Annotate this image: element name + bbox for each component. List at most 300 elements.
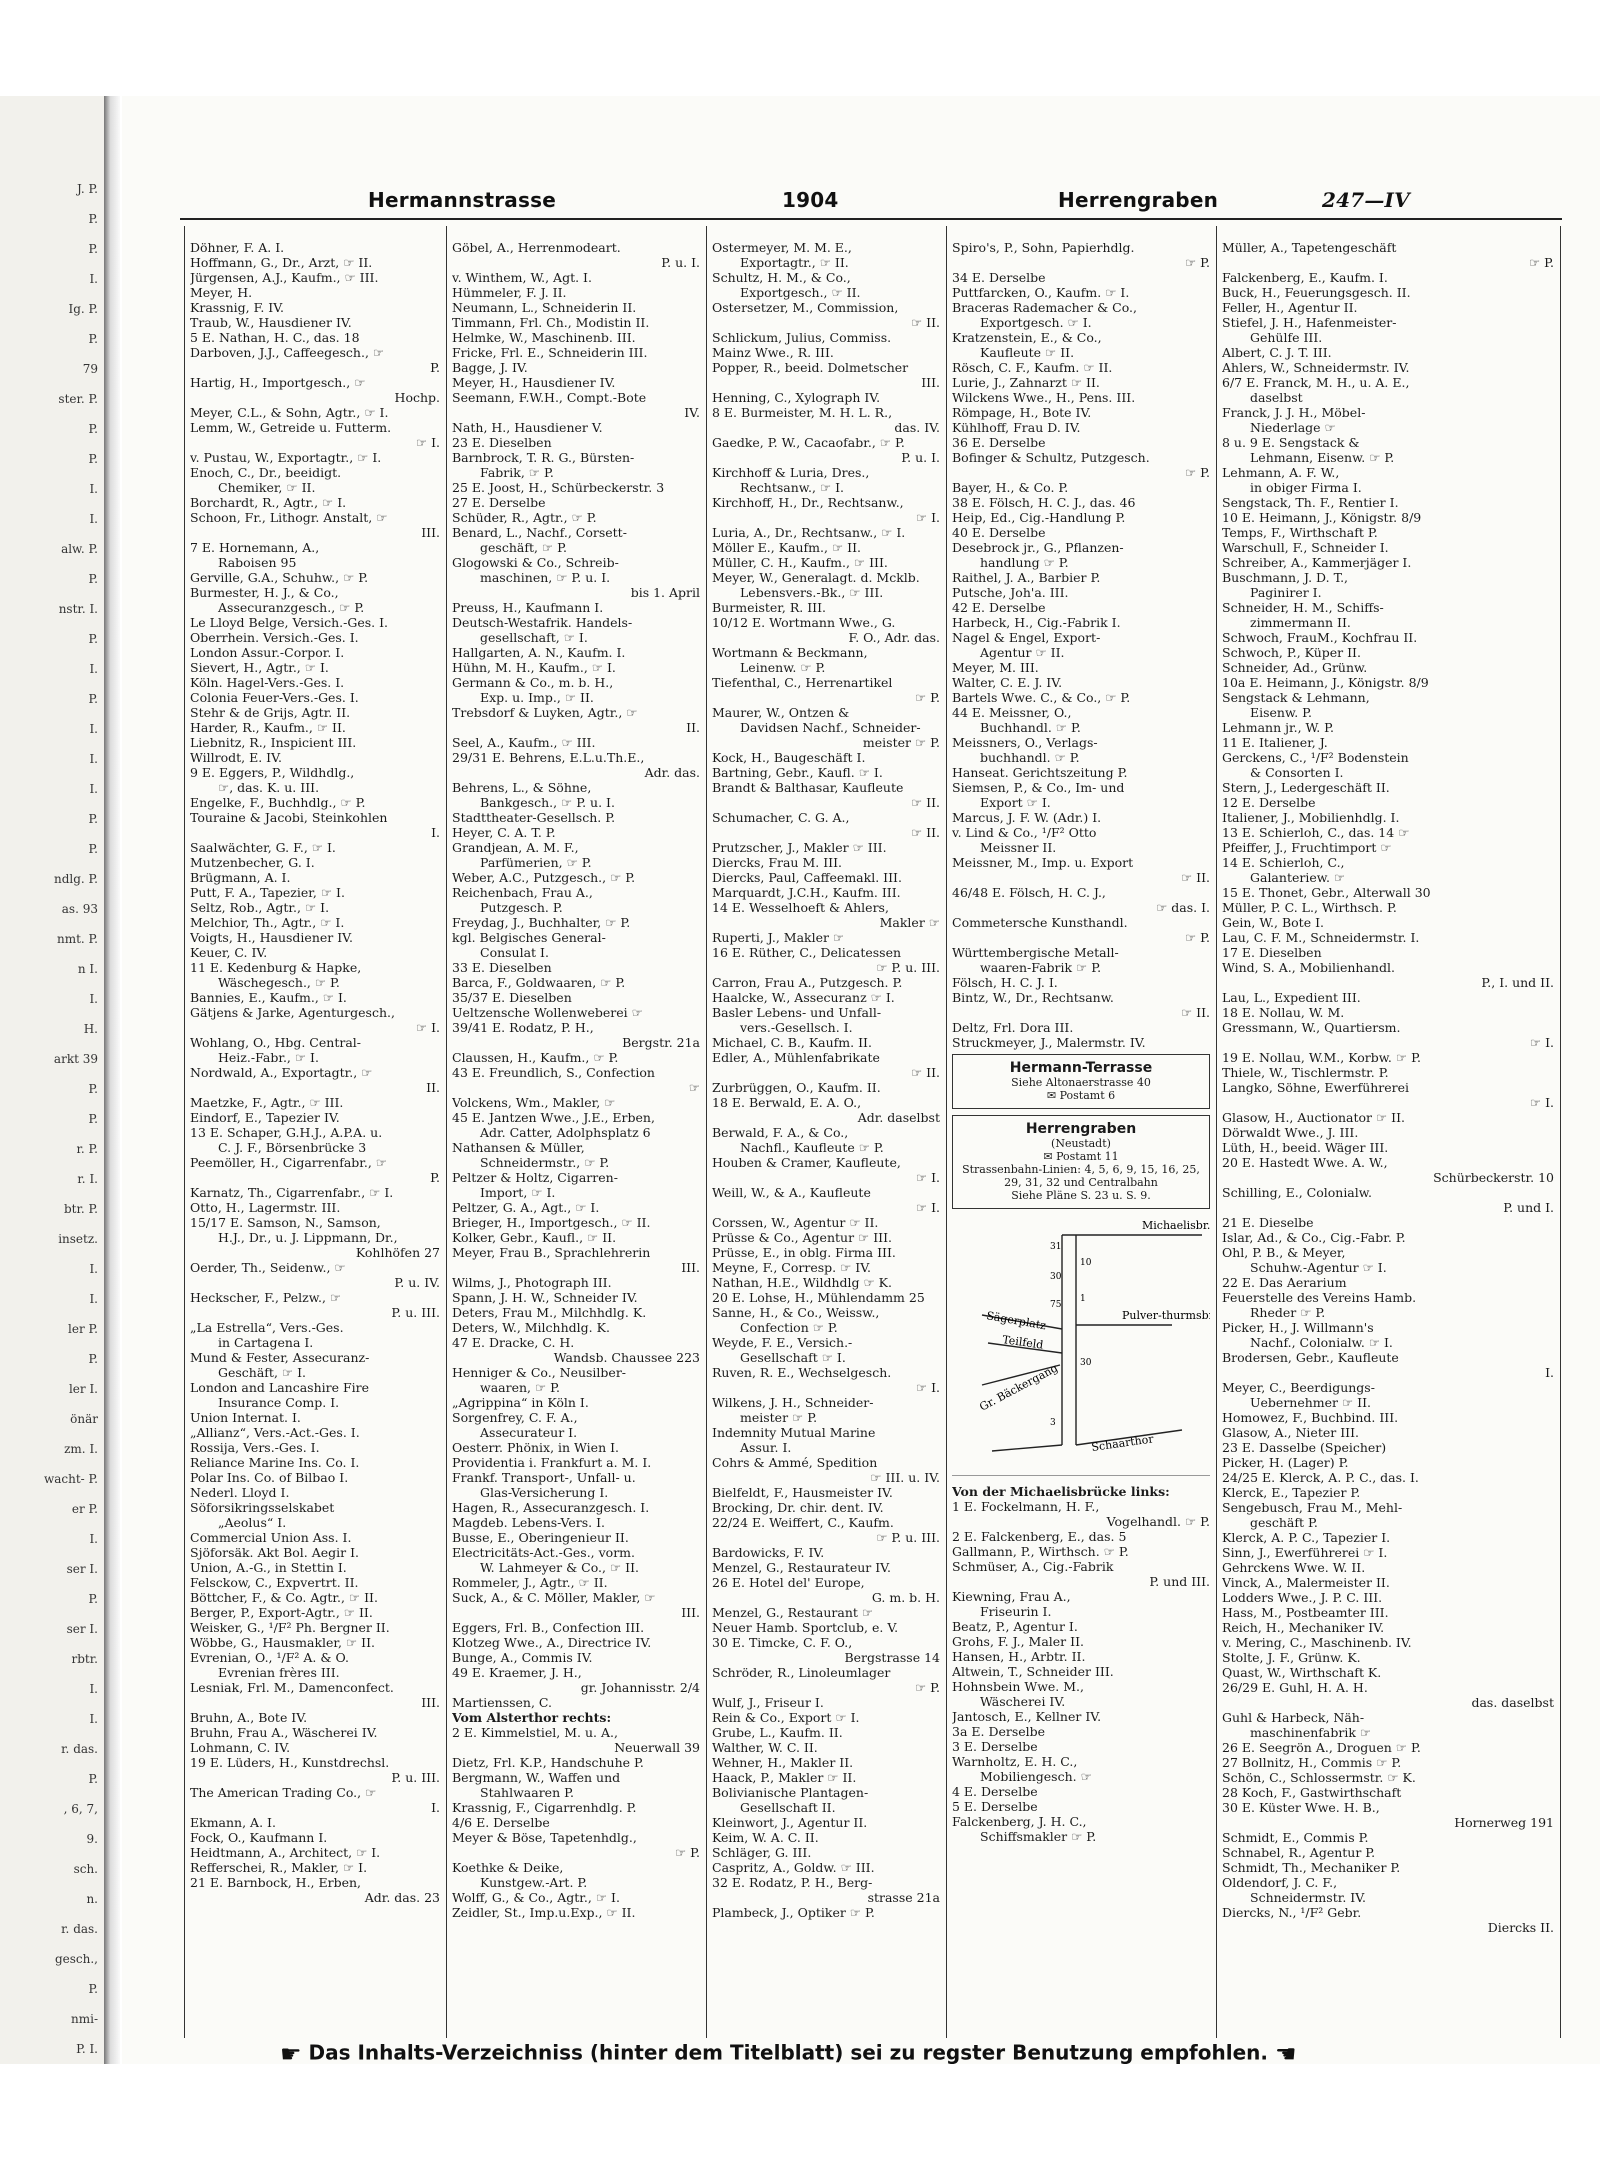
directory-entry: 4 E. Derselbe <box>952 1784 1038 1799</box>
directory-entry: Burmeister, R. III. <box>712 600 826 615</box>
directory-entry: ☞ II. <box>1180 870 1210 885</box>
directory-entry: 16 E. Rüther, C., Delicatessen <box>712 945 902 960</box>
directory-entry: Busse, E., Oberingenieur II. <box>452 1530 629 1545</box>
directory-column-4 <box>952 240 1210 1844</box>
directory-entry: Albert, C. J. T. III. <box>1222 345 1332 360</box>
directory-entry: F. O., Adr. das. <box>848 630 940 645</box>
directory-entry: 30 E. Timcke, C. F. O., <box>712 1635 853 1650</box>
directory-entry: Evrenian frères III. <box>218 1665 340 1680</box>
directory-entry: Thiele, W., Tischlermstr. P. <box>1222 1065 1389 1080</box>
directory-entry: Temps, F., Wirthschaft P. <box>1222 525 1378 540</box>
column-rule <box>1216 226 1217 2038</box>
directory-entry: ☞ P. <box>1528 255 1554 270</box>
directory-entry: III. <box>681 1260 700 1275</box>
prev-page-fragment: insetz. <box>58 1232 98 1246</box>
directory-entry: gesellschaft, ☞ I. <box>480 630 588 645</box>
directory-entry: Schiffsmakler ☞ P. <box>980 1829 1097 1844</box>
directory-entry: 11 E. Kedenburg & Hapke, <box>190 960 362 975</box>
directory-entry: Vinck, A., Malermeister II. <box>1222 1575 1390 1590</box>
directory-entry: Michael, C. B., Kaufm. II. <box>712 1035 872 1050</box>
directory-entry: Putsche, Joh'a. III. <box>952 585 1069 600</box>
directory-entry: Meissners, O., Verlags- <box>952 735 1098 750</box>
directory-entry: P. u. I. <box>901 450 940 465</box>
directory-entry: Nachf., Colonialw. ☞ I. <box>1250 1335 1393 1350</box>
directory-entry: Haack, P., Makler ☞ II. <box>712 1770 857 1785</box>
directory-entry: Glasow, H., Auctionator ☞ II. <box>1222 1110 1406 1125</box>
directory-entry: Schilling, E., Colonialw. <box>1222 1185 1372 1200</box>
directory-entry: Meyer, H. <box>190 285 253 300</box>
directory-entry: Sinn, J., Ewerführerei ☞ I. <box>1222 1545 1388 1560</box>
directory-entry: Benard, L., Nachf., Corsett- <box>452 525 627 540</box>
directory-entry: Schmüser, A., Cig.-Fabrik <box>952 1559 1114 1574</box>
directory-entry: Diercks, Paul, Caffeemakl. III. <box>712 870 902 885</box>
directory-entry: Uebernehmer ☞ II. <box>1250 1395 1372 1410</box>
directory-entry: Prutzscher, J., Makler ☞ III. <box>712 840 887 855</box>
directory-entry: Insurance Comp. I. <box>218 1395 340 1410</box>
book-gutter <box>104 96 120 2064</box>
directory-entry: Freydag, J., Buchhalter, ☞ P. <box>452 915 631 930</box>
directory-entry: 30 E. Küster Wwe. H. B., <box>1222 1800 1380 1815</box>
prev-page-fragment: sch. <box>73 1862 98 1876</box>
prev-page-fragment: er P. <box>71 1502 98 1516</box>
prev-page-fragment: P. <box>88 1982 98 1996</box>
directory-entry: Plambeck, J., Optiker ☞ P. <box>712 1905 875 1920</box>
directory-entry: meister ☞ P. <box>862 735 940 750</box>
street-map-drawing <box>952 1215 1210 1475</box>
directory-entry: Germann & Co., m. b. H., <box>452 675 614 690</box>
directory-entry: Brocking, Dr. chir. dent. IV. <box>712 1500 884 1515</box>
directory-entry: Reichenbach, Frau A., <box>452 885 593 900</box>
directory-entry: ☞ I. <box>1529 1095 1554 1110</box>
directory-entry: Adr. daselbst <box>857 1110 940 1125</box>
directory-entry: 32 E. Rodatz, P. H., Berg- <box>712 1875 873 1890</box>
directory-entry: Quast, W., Wirthschaft K. <box>1222 1665 1382 1680</box>
directory-entry: W. Lahmeyer & Co., ☞ II. <box>480 1560 639 1575</box>
directory-entry: Henning, C., Xylograph IV. <box>712 390 881 405</box>
directory-entry: Buchhandl. ☞ P. <box>980 720 1081 735</box>
herrengraben-plans: Siehe Pläne S. 23 u. S. 9. <box>1011 1189 1151 1202</box>
directory-entry: v. Pustau, W., Exportagtr., ☞ I. <box>190 450 382 465</box>
directory-entry: Sengstack & Lehmann, <box>1222 690 1370 705</box>
directory-entry: Hoffmann, G., Dr., Arzt, ☞ II. <box>190 255 373 270</box>
prev-page-fragment: I. <box>89 512 98 526</box>
directory-entry: 17 E. Dieselben <box>1222 945 1322 960</box>
directory-entry: 2 E. Falckenberg, E., das. 5 <box>952 1529 1127 1544</box>
directory-entry: Gressmann, W., Quartiersm. <box>1222 1020 1401 1035</box>
directory-entry: Kleinwort, J., Agentur II. <box>712 1815 868 1830</box>
directory-entry: Wulf, J., Friseur I. <box>712 1695 824 1710</box>
directory-entry: Oberrhein. Versich.-Ges. I. <box>190 630 359 645</box>
prev-page-fragment: wacht- P. <box>43 1472 98 1486</box>
directory-entry: Lurie, J., Zahnarzt ☞ II. <box>952 375 1100 390</box>
directory-entry: Puttfarcken, O., Kaufm. ☞ I. <box>952 285 1130 300</box>
directory-entry: ☞ P. u. III. <box>876 1530 940 1545</box>
directory-entry: Lodders Wwe., J. P. C. III. <box>1222 1590 1383 1605</box>
directory-entry: P. u. I. <box>661 255 700 270</box>
directory-entry: Schneidermstr. IV. <box>1250 1890 1367 1905</box>
directory-entry: Wilkens, J. H., Schneider- <box>712 1395 874 1410</box>
directory-entry: Schuhw.-Agentur ☞ I. <box>1250 1260 1387 1275</box>
directory-entry: Peltzer & Holtz, Cigarren- <box>452 1170 618 1185</box>
directory-entry: Behrens, L., & Söhne, <box>452 780 592 795</box>
directory-entry: ☞ P. <box>914 1680 940 1695</box>
directory-entry: Friseurin I. <box>980 1604 1052 1619</box>
directory-entry: Helmke, W., Maschinenb. III. <box>452 330 636 345</box>
directory-entry: 20 E. Lohse, H., Mühlendamm 25 <box>712 1290 925 1305</box>
prev-page-fragment: 9. <box>86 1832 98 1846</box>
directory-entry: ☞ I. <box>415 435 440 450</box>
directory-entry: Adr. das. <box>644 765 700 780</box>
directory-entry: ☞ P. u. III. <box>876 960 940 975</box>
directory-entry: Schwoch, FrauM., Kochfrau II. <box>1222 630 1418 645</box>
directory-entry: Bolivianische Plantagen- <box>712 1785 869 1800</box>
directory-entry: 28 Koch, F., Gastwirthschaft <box>1222 1785 1402 1800</box>
directory-entry: Gätjens & Jarke, Agenturgesch., <box>190 1005 395 1020</box>
directory-entry: Heiz.-Fabr., ☞ I. <box>218 1050 319 1065</box>
directory-entry: Ueltzensche Wollenweberei ☞ <box>452 1005 643 1020</box>
directory-entry: kgl. Belgisches General- <box>452 930 606 945</box>
directory-entry: I. <box>1545 1365 1554 1380</box>
herrengraben-postamt: ✉ Postamt 11 <box>1043 1150 1119 1163</box>
directory-entry: Siemsen, P., & Co., Im- und <box>952 780 1125 795</box>
directory-entry: „Aeolus“ I. <box>218 1515 287 1530</box>
street-map <box>952 1215 1210 1476</box>
hermann-terrasse-box <box>952 1054 1210 1109</box>
directory-entry: Hanseat. Gerichtszeitung P. <box>952 765 1128 780</box>
directory-entry: 18 E. Nollau, W. M. <box>1222 1005 1345 1020</box>
directory-entry: Brodersen, Gebr., Kaufleute <box>1222 1350 1399 1365</box>
directory-entry: Nath, H., Hausdiener V. <box>452 420 603 435</box>
directory-entry: 33 E. Dieselben <box>452 960 552 975</box>
directory-entry: maschinenfabrik ☞ <box>1250 1725 1372 1740</box>
directory-entry: Klotzeg Wwe., A., Directrice IV. <box>452 1635 652 1650</box>
map-number: 3 <box>1050 1418 1056 1428</box>
prev-page-fragment: nmi- <box>71 2012 98 2026</box>
directory-entry: Assur. I. <box>740 1440 792 1455</box>
prev-page-fragment: P. <box>88 692 98 706</box>
directory-entry: P. und III. <box>1149 1574 1210 1589</box>
directory-entry: Bannies, E., Kaufm., ☞ I. <box>190 990 347 1005</box>
directory-entry: Deutsch-Westafrik. Handels- <box>452 615 633 630</box>
directory-entry: Fabrik, ☞ P. <box>480 465 554 480</box>
directory-entry: 10 E. Heimann, J., Königstr. 8/9 <box>1222 510 1422 525</box>
directory-entry: Meyer, H., Hausdiener IV. <box>452 375 616 390</box>
directory-entry: 18 E. Berwald, E. A. O., <box>712 1095 862 1110</box>
directory-entry: Willrodt, E. IV. <box>190 750 282 765</box>
prev-page-fragment: I. <box>89 782 98 796</box>
prev-page-fragment: as. 93 <box>61 902 98 916</box>
directory-entry: Rommeler, J., Agtr., ☞ II. <box>452 1575 608 1590</box>
directory-entry: Jürgensen, A.J., Kaufm., ☞ III. <box>190 270 379 285</box>
directory-entry: Langko, Söhne, Ewerführerei <box>1222 1080 1410 1095</box>
prev-page-fragment: I. <box>89 1532 98 1546</box>
directory-entry: geschäft P. <box>1250 1515 1318 1530</box>
directory-entry: Wohlang, O., Hbg. Central- <box>190 1035 361 1050</box>
directory-entry: Makler ☞ <box>879 915 940 930</box>
directory-entry: Lesniak, Frl. M., Damenconfect. <box>190 1680 394 1695</box>
directory-entry: Enoch, C., Dr., beeidigt. <box>190 465 342 480</box>
directory-entry: Wehner, H., Makler II. <box>712 1755 854 1770</box>
prev-page-fragment: I. <box>89 272 98 286</box>
directory-entry: Bergstrasse 14 <box>844 1650 940 1665</box>
directory-entry: gr. Johannisstr. 2/4 <box>580 1680 700 1695</box>
directory-entry: Meyer & Böse, Tapetenhdlg., <box>452 1830 637 1845</box>
directory-entry: das. IV. <box>894 420 940 435</box>
prev-page-fragment: 79 <box>82 362 98 376</box>
directory-entry: 21 E. Barnbock, H., Erben, <box>190 1875 362 1890</box>
directory-entry: maschinen, ☞ P. u. I. <box>480 570 611 585</box>
directory-entry: Beatz, P., Agentur I. <box>952 1619 1078 1634</box>
directory-entry: P. u. III. <box>391 1305 440 1320</box>
directory-entry: 3 E. Derselbe <box>952 1739 1038 1754</box>
directory-entry: v. Mering, C., Maschinenb. IV. <box>1222 1635 1412 1650</box>
directory-entry: Schläger, G. III. <box>712 1845 812 1860</box>
directory-entry: Wöbbe, G., Hausmakler, ☞ II. <box>190 1635 376 1650</box>
directory-entry: ☞ das. I. <box>1156 900 1210 915</box>
directory-entry: Hagen, R., Assecuranzgesch. I. <box>452 1500 650 1515</box>
directory-entry: Commetersche Kunsthandl. <box>952 915 1128 930</box>
directory-entry: Glogowski & Co., Schreib- <box>452 555 619 570</box>
directory-entry: Touraine & Jacobi, Steinkohlen <box>190 810 388 825</box>
directory-entry: Sengebusch, Frau M., Mehl- <box>1222 1500 1403 1515</box>
directory-entry: Polar Ins. Co. of Bilbao I. <box>190 1470 349 1485</box>
directory-entry: Peemöller, H., Cigarrenfabr., ☞ <box>190 1155 388 1170</box>
directory-entry: Kolker, Gebr., Kaufl., ☞ II. <box>452 1230 617 1245</box>
directory-entry: Braceras Rademacher & Co., <box>952 300 1137 315</box>
directory-entry: Brandt & Balthasar, Kaufleute <box>712 780 904 795</box>
map-number: 1 <box>1080 1294 1086 1304</box>
directory-entry: Mobiliengesch. ☞ <box>980 1769 1092 1784</box>
directory-entry: Deters, Frau M., Milchhdlg. K. <box>452 1305 647 1320</box>
directory-entry: 26 E. Seegrön A., Droguen ☞ P. <box>1222 1740 1421 1755</box>
directory-entry: Walther, W. C. II. <box>712 1740 818 1755</box>
directory-entry: Wäscherei IV. <box>980 1694 1066 1709</box>
directory-entry: Fricke, Frl. E., Schneiderin III. <box>452 345 648 360</box>
directory-entry: Traub, W., Hausdiener IV. <box>190 315 352 330</box>
directory-entry: Bagge, J. IV. <box>452 360 528 375</box>
directory-entry: Schneider, H. M., Schiffs- <box>1222 600 1384 615</box>
directory-entry: Prüsse, E., in oblg. Firma III. <box>712 1245 896 1260</box>
directory-entry: Hornerweg 191 <box>1454 1815 1554 1830</box>
prev-page-fragment: P. <box>88 842 98 856</box>
directory-entry: Wäschegesch., ☞ P. <box>218 975 340 990</box>
map-number: 30 <box>1050 1272 1062 1282</box>
directory-entry: Meyne, F., Corresp. ☞ IV. <box>712 1260 872 1275</box>
directory-entry: Stehr & de Grijs, Agtr. II. <box>190 705 351 720</box>
directory-entry: Ohl, P. B., & Meyer, <box>1222 1245 1346 1260</box>
directory-entry: Gaedke, P. W., Cacaofabr., ☞ P. <box>712 435 905 450</box>
directory-entry: Hansen, H., Arbtr. II. <box>952 1649 1086 1664</box>
directory-entry: Tiefenthal, C., Herrenartikel <box>712 675 893 690</box>
directory-entry: Brügmann, A. I. <box>190 870 291 885</box>
directory-entry: Homowez, F., Buchbind. III. <box>1222 1410 1399 1425</box>
directory-entry: Spiro's, P., Sohn, Papierhdlg. <box>952 240 1135 255</box>
footer-text: Das Inhalts-Verzeichniss (hinter dem Titelblatt) sei zu regster Benutzung empfohlen. <box>308 2040 1268 2065</box>
directory-entry: 26 E. Hotel del' Europe, <box>712 1575 865 1590</box>
directory-entry: Franck, J. J. H., Möbel- <box>1222 405 1366 420</box>
directory-entry: Assecuranzgesch., ☞ P. <box>218 600 365 615</box>
directory-entry: daselbst <box>1250 390 1303 405</box>
directory-entry: Lau, C. F. M., Schneidermstr. I. <box>1222 930 1420 945</box>
directory-entry: Grohs, F. J., Maler II. <box>952 1634 1084 1649</box>
prev-page-fragment: P. <box>88 1352 98 1366</box>
prev-page-fragment: P. I. <box>76 2042 98 2056</box>
directory-entry: Seel, A., Kaufm., ☞ III. <box>452 735 596 750</box>
directory-entry: Schreiber, A., Kammerjäger I. <box>1222 555 1412 570</box>
directory-entry: Reich, H., Mechaniker IV. <box>1222 1620 1385 1635</box>
directory-entry: Kunstgew.-Art. P. <box>480 1875 588 1890</box>
directory-entry: Schürbeckerstr. 10 <box>1433 1170 1554 1185</box>
directory-entry: Schlickum, Julius, Commiss. <box>712 330 892 345</box>
directory-entry: Wind, S. A., Mobilienhandl. <box>1222 960 1395 975</box>
directory-entry: Oldendorf, J. C. F., <box>1222 1875 1338 1890</box>
prev-page-fragment: önär <box>70 1412 98 1426</box>
directory-entry: Meissner II. <box>980 840 1057 855</box>
directory-entry: Warschull, F., Schneider I. <box>1222 540 1389 555</box>
prev-page-fragment: alw. P. <box>61 542 98 556</box>
directory-entry: 23 E. Dieselben <box>452 435 552 450</box>
directory-entry: III. <box>921 375 940 390</box>
directory-entry: Gein, W., Bote I. <box>1222 915 1324 930</box>
directory-entry: v. Lind & Co., ¹/F² Otto <box>952 825 1097 840</box>
directory-entry: ☞ II. <box>910 315 940 330</box>
envelope-icon: ✉ <box>1046 1089 1057 1102</box>
directory-entry: 12 E. Derselbe <box>1222 795 1316 810</box>
directory-entry: Rheder ☞ P. <box>1250 1305 1326 1320</box>
directory-entry: Warnholtz, E. H. C., <box>952 1754 1078 1769</box>
prev-page-fragment: P. <box>88 1082 98 1096</box>
herrengraben-box <box>952 1115 1210 1209</box>
directory-entry: Bankgesch., ☞ P. u. I. <box>480 795 615 810</box>
directory-entry: P., I. und II. <box>1481 975 1554 990</box>
directory-entry: Keim, W. A. C. II. <box>712 1830 819 1845</box>
directory-entry: Burmester, H. J., & Co., <box>190 585 339 600</box>
directory-entry: Electricitäts-Act.-Ges., vorm. <box>452 1545 636 1560</box>
directory-entry: 10/12 E. Wortmann Wwe., G. <box>712 615 896 630</box>
directory-entry: Bofinger & Schultz, Putzgesch. <box>952 450 1150 465</box>
directory-entry: Krassnig, F., Cigarrenhdlg. P. <box>452 1800 637 1815</box>
directory-entry: Stiefel, J. H., Hafenmeister- <box>1222 315 1397 330</box>
directory-entry: 45 E. Jantzen Wwe., J.E., Erben, <box>452 1110 655 1125</box>
directory-entry: Picker, H. (Lager) P. <box>1222 1455 1349 1470</box>
directory-entry: Müller, P. C. L., Wirthsch. P. <box>1222 900 1397 915</box>
prev-page-fragment: r. I. <box>77 1172 98 1186</box>
directory-entry: Houben & Cramer, Kaufleute, <box>712 1155 901 1170</box>
directory-entry: Wortmann & Beckmann, <box>712 645 868 660</box>
directory-entry: Glas-Versicherung I. <box>480 1485 609 1500</box>
directory-entry: Schneider, Ad., Grünw. <box>1222 660 1368 675</box>
directory-entry: I. <box>431 825 440 840</box>
directory-entry: London and Lancashire Fire <box>190 1380 370 1395</box>
directory-entry: Exp. u. Imp., ☞ II. <box>480 690 594 705</box>
prev-page-fragment: I. <box>89 722 98 736</box>
directory-entry: ☞ I. <box>1529 1035 1554 1050</box>
prev-page-fragment: I. <box>89 482 98 496</box>
envelope-icon: ✉ <box>1043 1150 1053 1163</box>
directory-entry: Zurbrüggen, O., Kaufm. II. <box>712 1080 881 1095</box>
directory-entry: Schön, C., Schlossermstr. ☞ K. <box>1222 1770 1416 1785</box>
prev-page-fragment: P. <box>88 452 98 466</box>
directory-entry: Liebnitz, R., Inspicient III. <box>190 735 357 750</box>
directory-entry: Seemann, F.W.H., Compt.-Bote <box>452 390 647 405</box>
directory-entry: ☞ P. <box>1184 255 1210 270</box>
directory-entry: Diercks, Frau M. III. <box>712 855 842 870</box>
map-label-pulverthurmsbr: Pulver-thurmsbr. <box>1122 1309 1210 1322</box>
prev-page-fragment: I. <box>89 752 98 766</box>
directory-entry: C. J. F., Börsenbrücke 3 <box>218 1140 367 1155</box>
directory-entry: Cohrs & Ammé, Spedition <box>712 1455 878 1470</box>
directory-entry: 14 E. Schierloh, C., <box>1222 855 1345 870</box>
directory-entry: Timmann, Frl. Ch., Modistin II. <box>452 315 650 330</box>
directory-entry: Eisenw. P. <box>1250 705 1312 720</box>
directory-entry: Neumann, L., Schneiderin II. <box>452 300 637 315</box>
directory-entry: Gehülfe III. <box>1250 330 1323 345</box>
directory-entry: Haalcke, W., Assecuranz ☞ I. <box>712 990 895 1005</box>
prev-page-fragment: btr. P. <box>63 1202 98 1216</box>
pointing-hand-left-icon: ☚ <box>1274 2040 1297 2068</box>
directory-entry: Gesellschaft II. <box>740 1800 836 1815</box>
directory-entry: 2 E. Kimmelstiel, M. u. A., <box>452 1725 618 1740</box>
directory-entry: Jantosch, E., Kellner IV. <box>952 1709 1102 1724</box>
directory-entry: Ruven, R. E., Wechselgesch. <box>712 1365 892 1380</box>
herrengraben-title: Herrengraben <box>1025 1121 1137 1137</box>
prev-page-fragment: P. <box>88 212 98 226</box>
directory-entry: Bayer, H., & Co. P. <box>952 480 1069 495</box>
directory-entry: strasse 21a <box>867 1890 940 1905</box>
directory-entry: in obiger Firma I. <box>1250 480 1362 495</box>
directory-entry: 46/48 E. Fölsch, H. C. J., <box>952 885 1106 900</box>
directory-entry: Melchior, Th., Agtr., ☞ I. <box>190 915 345 930</box>
directory-entry: Trebsdorf & Luyken, Agtr., ☞ <box>452 705 638 720</box>
directory-entry: 8 u. 9 E. Sengstack & <box>1222 435 1360 450</box>
directory-entry: Bardowicks, F. IV. <box>712 1545 825 1560</box>
header-street-left: Hermannstrasse <box>368 188 556 212</box>
prev-page-fragment: I. <box>89 662 98 676</box>
directory-entry: Consulat I. <box>480 945 549 960</box>
directory-entry: Nathansen & Müller, <box>452 1140 585 1155</box>
directory-entry: Rossija, Vers.-Ges. I. <box>190 1440 320 1455</box>
directory-entry: Le Lloyd Belge, Versich.-Ges. I. <box>190 615 389 630</box>
directory-entry: Weisker, G., ¹/F² Ph. Bergner II. <box>190 1620 390 1635</box>
directory-entry: 4/6 E. Derselbe <box>452 1815 550 1830</box>
directory-entry: Grandjean, A. M. F., <box>452 840 579 855</box>
directory-entry: Kühlhoff, Frau D. IV. <box>952 420 1081 435</box>
hermann-terrasse-postamt: ✉ Postamt 6 <box>1046 1089 1116 1102</box>
directory-entry: v. Winthem, W., Agt. I. <box>452 270 592 285</box>
directory-entry: „Agrippina“ in Köln I. <box>452 1395 589 1410</box>
directory-entry: Refferschei, R., Makler, ☞ I. <box>190 1860 368 1875</box>
directory-entry: P. <box>430 360 440 375</box>
directory-entry: bis 1. April <box>630 585 700 600</box>
directory-entry: II. <box>426 1080 440 1095</box>
prev-page-fragment: ser I. <box>66 1622 98 1636</box>
directory-entry: 22 E. Das Aerarium <box>1222 1275 1347 1290</box>
directory-entry: Stolte, J. F., Grünw. K. <box>1222 1650 1361 1665</box>
directory-entry: 14 E. Wesselhoeft & Ahlers, <box>712 900 889 915</box>
directory-entry: Nordwald, A., Exportagtr., ☞ <box>190 1065 373 1080</box>
directory-entry: 1 E. Fockelmann, H. F., <box>952 1499 1100 1514</box>
directory-entry: Oerder, Th., Seidenw., ☞ <box>190 1260 346 1275</box>
prev-page-fragment: I. <box>89 1682 98 1696</box>
directory-entry: Maetzke, F., Agtr., ☞ III. <box>190 1095 344 1110</box>
directory-entry: Leinenw. ☞ P. <box>740 660 826 675</box>
directory-entry: Heckscher, F., Pelzw., ☞ <box>190 1290 342 1305</box>
directory-entry: Pfeiffer, J., Fruchtimport ☞ <box>1222 840 1392 855</box>
directory-entry: 27 E. Derselbe <box>452 495 546 510</box>
herrengraben-tram-lines: Strassenbahn-Linien: 4, 5, 6, 9, 15, 16, 25, 29, 31, 32 und Centralbahn <box>962 1163 1200 1189</box>
directory-entry: Müller, A., Tapetengeschäft <box>1222 240 1397 255</box>
directory-entry: & Consorten I. <box>1250 765 1344 780</box>
